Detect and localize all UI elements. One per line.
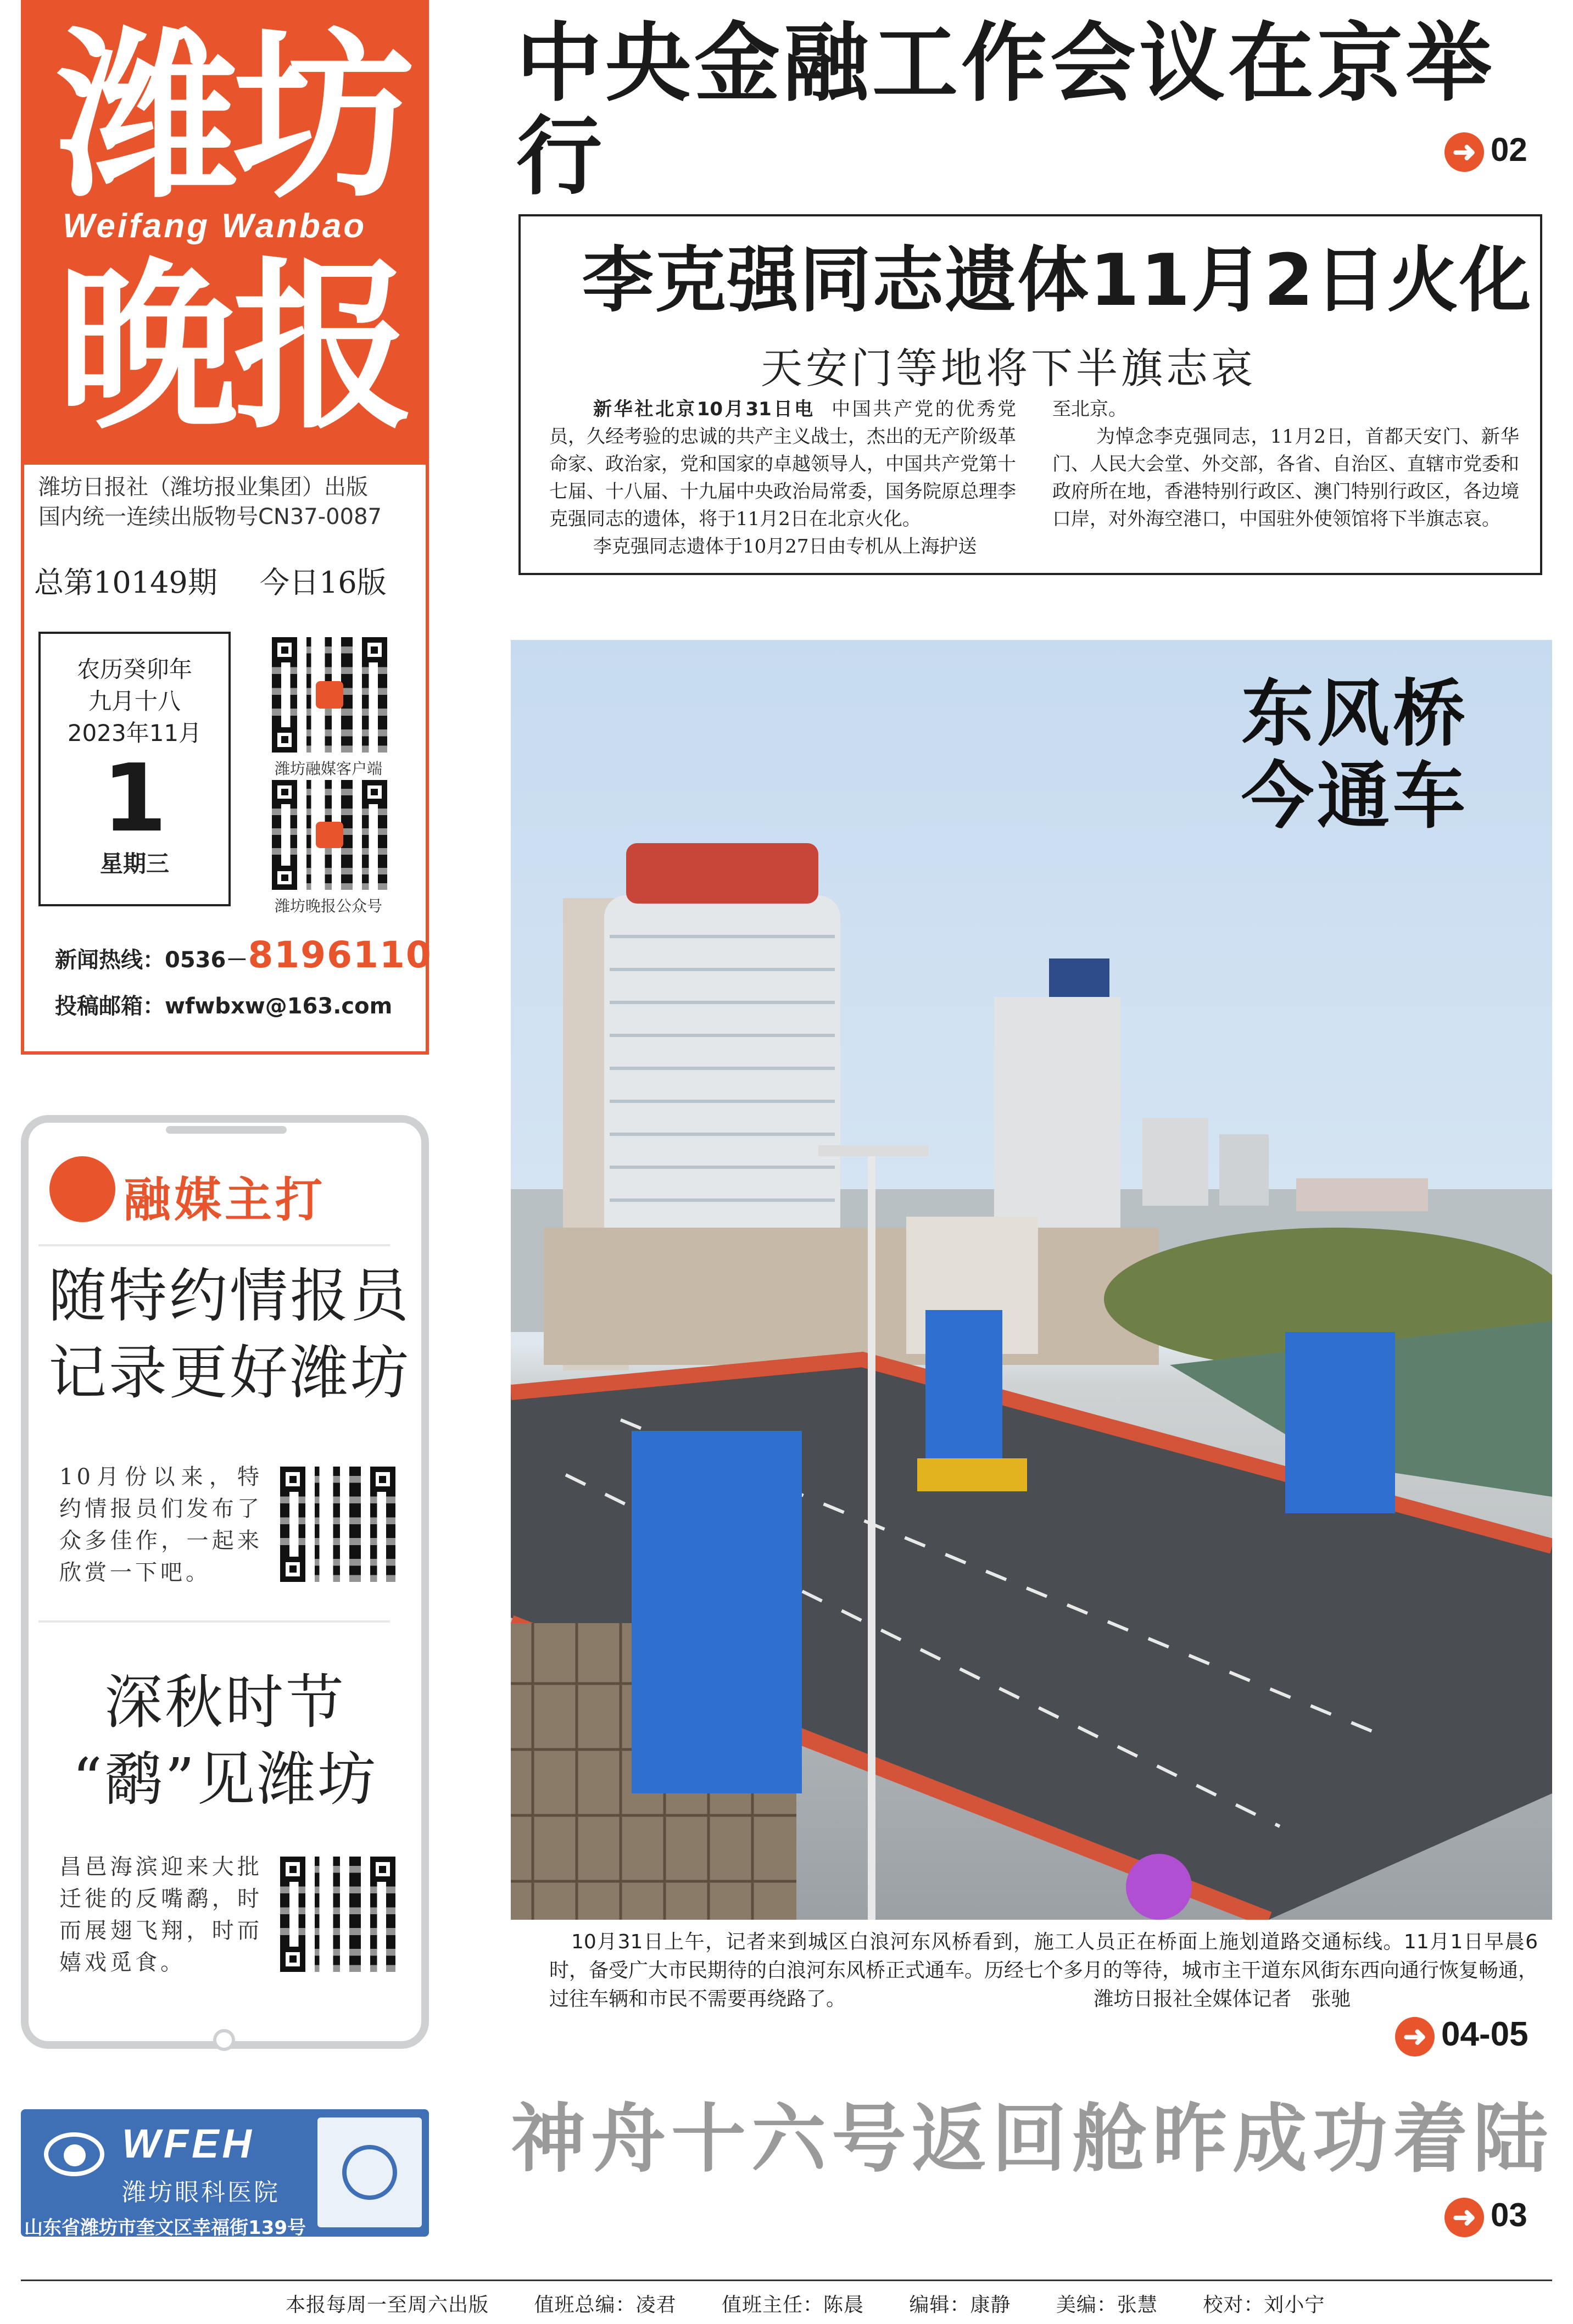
submission-email	[55, 989, 392, 1020]
crane-truck	[917, 1458, 1027, 1491]
qr-caption: 潍坊融媒客户端	[275, 760, 383, 778]
photo-caption	[549, 1928, 1538, 2014]
dateline: 新华社北京10月31日电	[593, 398, 816, 420]
publisher-line: 潍坊日报社（潍坊报业集团）出版	[38, 475, 368, 500]
ad-hospital-name: 潍坊眼科医院	[122, 2178, 280, 2206]
qr-code-story1	[280, 1467, 395, 1582]
masthead-banner	[24, 3, 426, 465]
photo-title-line: 今通车	[1241, 754, 1469, 839]
promo-story1-body: 10月份以来，特约情报员们发布了众多佳作，一起来欣赏一下吧。	[59, 1464, 263, 1585]
arrow-right-icon: ➜	[1395, 2017, 1435, 2057]
qr-caption: 潍坊晚报公众号	[275, 897, 383, 915]
qr-eye	[272, 727, 297, 753]
photo-title-line: 东风桥	[1241, 672, 1469, 756]
masthead-char: 潍	[57, 9, 238, 222]
publisher-info	[38, 472, 382, 532]
headline-finance[interactable]: 中央金融工作会议在京举行	[516, 13, 1495, 207]
qr-code-story2	[280, 1857, 395, 1972]
jump-to-page[interactable]	[1444, 131, 1527, 172]
qr-eye	[272, 780, 297, 804]
email-address: wfwbxw@163.com	[165, 994, 393, 1019]
arrow-right-icon: ➜	[1444, 2198, 1484, 2237]
year-month: 2023年11月	[67, 720, 202, 746]
weekday: 星期三	[99, 850, 169, 877]
qr-eye	[362, 637, 387, 662]
hotline-number: 8196110	[248, 934, 432, 976]
pylon-cover	[1285, 1332, 1395, 1513]
qr-eye	[280, 1557, 305, 1582]
balloon	[1126, 1854, 1192, 1920]
editor: 编辑：康静	[909, 2294, 1011, 2316]
eye-icon	[44, 2132, 104, 2176]
building	[1142, 1118, 1208, 1206]
jump-to-page[interactable]	[1395, 2015, 1529, 2057]
building	[1219, 1134, 1269, 1206]
hotline-area: 0536－	[165, 948, 248, 973]
footer-rule	[21, 2280, 1552, 2281]
title-line: “鹬”见潍坊	[72, 1746, 378, 1813]
jump-page-number: 03	[1491, 2197, 1527, 2233]
photo-title	[1241, 673, 1469, 838]
qr-eye	[370, 1467, 395, 1492]
street-buildings	[544, 1228, 1159, 1365]
art-editor: 美编：张慧	[1056, 2294, 1158, 2316]
qr-logo	[316, 681, 343, 709]
article-paragraph: 李克强同志遗体于10月27日由专机从上海护送	[593, 536, 977, 558]
divider	[38, 1620, 390, 1623]
qr-eye	[272, 866, 297, 890]
phone-home-button	[213, 2029, 235, 2051]
day-number: 1	[102, 744, 168, 853]
footer-credits	[286, 2289, 1363, 2317]
bridge-photo	[511, 640, 1552, 1920]
chief-editor: 值班总编：凌君	[534, 2294, 677, 2316]
page-count: 今日16版	[259, 565, 387, 600]
jump-page-number: 04-05	[1441, 2015, 1529, 2053]
publisher-line: 国内统一连续出版物号CN37-0087	[38, 504, 382, 530]
qr-logo	[316, 822, 343, 848]
qr-eye	[280, 1947, 305, 1972]
light-fixture	[818, 1145, 928, 1156]
article-column	[549, 395, 1016, 560]
ad-qr-code	[317, 2117, 422, 2227]
title-line: 随特约情报员	[48, 1262, 411, 1330]
article-paragraph: 中国共产党的优秀党员，久经考验的忠诚的共产主义战士，杰出的无产阶级革命家、政治家，党和国家的卓越领导人，中国共产党第十七届、十八届、十九届中央政治局常委，国务院原总理李克强同志的遗体，将于11月2日在北京火化。	[549, 398, 1016, 530]
building-sign	[1049, 958, 1109, 997]
promo-brand: 融媒主打	[124, 1173, 326, 1228]
ad-qr-logo	[342, 2145, 397, 2200]
building	[1296, 1178, 1428, 1211]
divider	[38, 1244, 390, 1246]
publication-schedule: 本报每周一至周六出版	[286, 2294, 489, 2316]
news-hotline	[55, 934, 432, 976]
rongmei-logo-icon	[49, 1156, 115, 1222]
masthead-char: 报	[233, 240, 414, 453]
promo-story2-body: 昌邑海滨迎来大批迁徙的反嘴鹬，时而展翅飞翔，时而嬉戏觅食。	[59, 1854, 263, 1975]
light-pole	[868, 1156, 875, 1920]
ad-address: 山东省潍坊市奎文区幸福街139号	[24, 2217, 306, 2239]
email-label: 投稿邮箱：	[55, 994, 165, 1019]
jump-page-number: 02	[1491, 131, 1527, 168]
lunar-day: 九月十八	[88, 688, 181, 715]
masthead-char: 坊	[233, 9, 414, 222]
lunar-year: 农历癸卯年	[76, 656, 192, 683]
date-box	[38, 632, 231, 906]
pylon-cover	[632, 1431, 802, 1793]
caption-text: 10月31日上午，记者来到城区白浪河东风桥看到，施工人员正在桥面上施划道路交通标线。11月1日早晨6时，备受广大市民期待的白浪河东风桥正式通车。历经七个多月的等待，城市主干道东风街东西向通行恢复畅通，过往车辆和市民不需要再绕路了。	[549, 1931, 1538, 2010]
duty-director: 值班主任：陈晨	[721, 2294, 864, 2316]
headline-shenzhou[interactable]: 神舟十六号返回舱昨成功着陆	[511, 2096, 1553, 2183]
qr-code-app	[272, 637, 387, 753]
qr-code-wechat	[272, 780, 387, 890]
issue-number: 总第10149期	[34, 565, 217, 600]
headline-obituary[interactable]: 李克强同志遗体11月2日火化	[582, 238, 1532, 322]
masthead-latin: Weifang Wanbao	[63, 207, 367, 245]
qr-eye	[280, 1467, 305, 1492]
title-line: 深秋时节	[104, 1669, 346, 1736]
arrow-right-icon: ➜	[1444, 132, 1484, 172]
phone-speaker	[166, 1126, 287, 1134]
jump-to-page[interactable]	[1444, 2196, 1527, 2237]
proofreader: 校对：刘小宁	[1203, 2294, 1325, 2316]
article-column	[1052, 395, 1519, 533]
hotline-label: 新闻热线：	[55, 948, 165, 973]
promo-story1-title[interactable]	[48, 1258, 411, 1412]
qr-eye	[370, 1857, 395, 1882]
qr-eye	[280, 1857, 305, 1882]
title-line: 记录更好潍坊	[48, 1339, 411, 1407]
ad-brand: WFEH	[122, 2121, 255, 2166]
issue-line	[34, 559, 387, 601]
qr-eye	[362, 780, 387, 804]
masthead-char: 晚	[57, 240, 238, 453]
article-paragraph: 为悼念李克强同志，11月2日，首都天安门、新华门、人民大会堂、外交部，各省、自治区、直辖市党委和政府所在地，香港特别行政区、澳门特别行政区，各边境口岸，对外海空港口，中国驻外使领馆将下半旗志哀。	[1052, 426, 1519, 530]
headline-subtitle: 天安门等地将下半旗志哀	[761, 344, 1256, 393]
promo-story2-title[interactable]	[49, 1664, 401, 1818]
hotel-crown	[626, 843, 818, 904]
photo-credit: 潍坊日报社全媒体记者 张驰	[1094, 1988, 1351, 2010]
article-paragraph: 至北京。	[1052, 398, 1127, 420]
qr-eye	[272, 637, 297, 662]
